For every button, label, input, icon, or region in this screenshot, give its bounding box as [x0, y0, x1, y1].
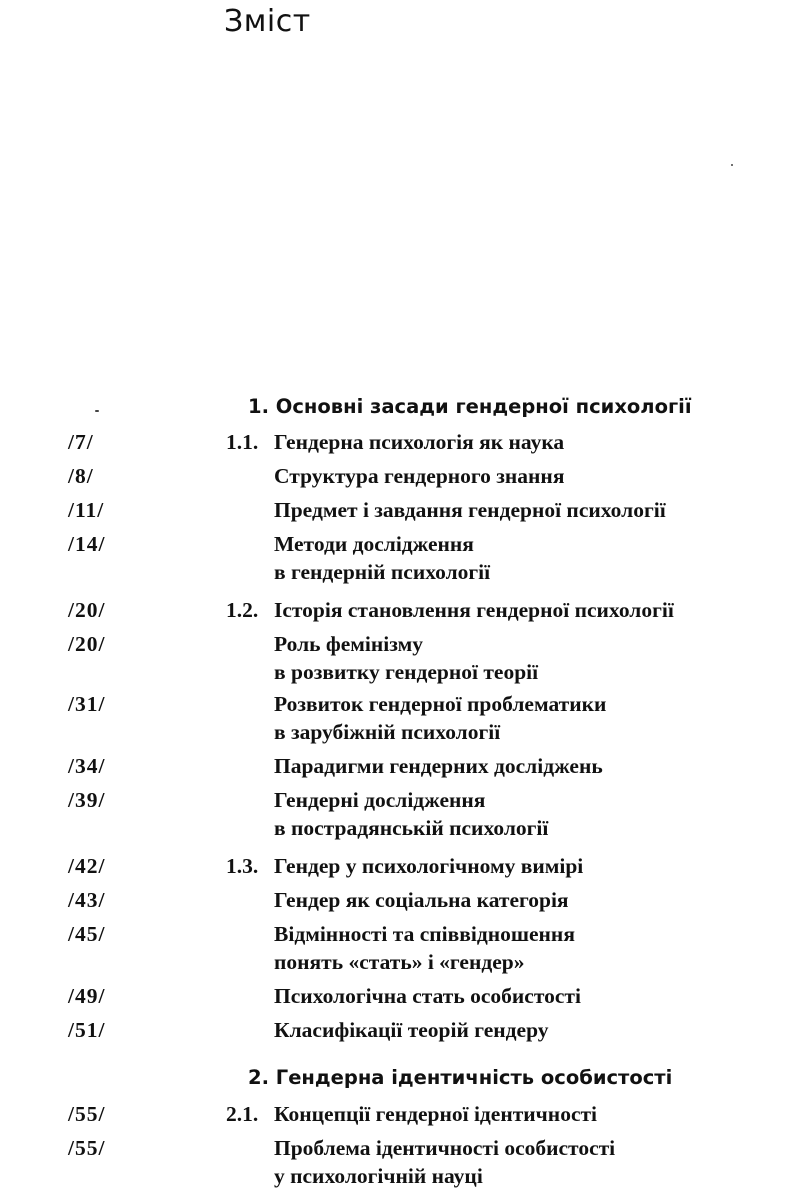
entry-line: Парадигми гендерних досліджень	[274, 754, 603, 778]
entry-line: Гендерні дослідження	[274, 788, 486, 812]
entry-line: Гендерна психологія як наука	[274, 430, 565, 454]
page-number: /49/	[68, 984, 106, 1008]
page-number: /43/	[68, 888, 106, 912]
page-number: /20/	[68, 598, 106, 622]
entry-line: Класифікації теорій гендеру	[274, 1018, 549, 1042]
page-number: /51/	[68, 1018, 106, 1042]
entry-title	[274, 886, 794, 914]
page-number: /55/	[68, 1136, 106, 1160]
entry-title	[274, 690, 794, 746]
entry-line: Психологічна стать особистості	[274, 984, 581, 1008]
page-title: Зміст	[224, 4, 311, 39]
section-number: 2.1.	[226, 1102, 259, 1126]
entry-title	[274, 496, 794, 524]
section-number: 1.3.	[226, 854, 259, 878]
entry-title	[274, 786, 794, 842]
entry-line: Предмет і завдання гендерної психології	[274, 498, 666, 522]
entry-title	[274, 752, 794, 780]
page-number: /39/	[68, 788, 106, 812]
entry-line: Концепції гендерної ідентичності	[274, 1102, 598, 1126]
entry-line: Гендер як соціальна категорія	[274, 888, 569, 912]
entry-title	[274, 428, 794, 456]
entry-line: Історія становлення гендерної психології	[274, 598, 674, 622]
scan-speck	[95, 410, 99, 412]
entry-title	[274, 982, 794, 1010]
page-number: /31/	[68, 692, 106, 716]
entry-line: Гендер у психологічному вимірі	[274, 854, 584, 878]
entry-title	[274, 852, 794, 880]
entry-title	[274, 596, 794, 624]
entry-line: в пострадянській психології	[274, 816, 549, 840]
page-number: /45/	[68, 922, 106, 946]
entry-line: в розвитку гендерної теорії	[274, 660, 539, 684]
page-number: /34/	[68, 754, 106, 778]
entry-line: Методи дослідження	[274, 532, 474, 556]
page-number: /42/	[68, 854, 106, 878]
entry-title	[274, 1016, 794, 1044]
entry-title	[274, 1100, 794, 1128]
entry-line: Відмінності та співвідношення	[274, 922, 575, 946]
entry-line: у психологічній науці	[274, 1164, 483, 1188]
entry-title	[274, 920, 794, 976]
page-number: /20/	[68, 632, 106, 656]
entry-line: в гендерній психології	[274, 560, 491, 584]
entry-title	[274, 630, 794, 686]
chapter-title: 1. Основні засади гендерної психології	[248, 395, 692, 418]
chapter-title: 2. Гендерна ідентичність особистості	[248, 1066, 673, 1089]
section-number: 1.2.	[226, 598, 259, 622]
page-number: /14/	[68, 532, 106, 556]
scan-speck	[731, 164, 733, 166]
entry-line: Структура гендерного знання	[274, 464, 565, 488]
entry-title	[274, 530, 794, 586]
page-number: /55/	[68, 1102, 106, 1126]
entry-line: в зарубіжній психології	[274, 720, 501, 744]
section-number: 1.1.	[226, 430, 259, 454]
entry-line: понять «стать» і «гендер»	[274, 950, 525, 974]
page-number: /8/	[68, 464, 94, 488]
page-number: /7/	[68, 430, 94, 454]
entry-line: Проблема ідентичності особистості	[274, 1136, 616, 1160]
page-number: /11/	[68, 498, 105, 522]
entry-title	[274, 462, 794, 490]
entry-line: Розвиток гендерної проблематики	[274, 692, 607, 716]
entry-title	[274, 1134, 794, 1190]
entry-line: Роль фемінізму	[274, 632, 423, 656]
